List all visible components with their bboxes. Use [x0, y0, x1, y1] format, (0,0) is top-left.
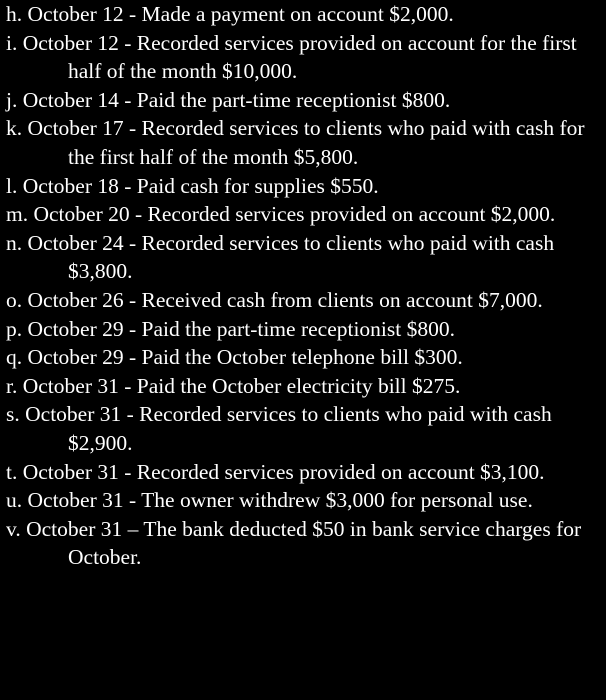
- item-text: October 31 - Recorded services provided on account $3,100.: [22, 459, 545, 484]
- item-text: October 17 - Recorded services to clients who paid with cash for the first half of the month $5,800.: [27, 116, 585, 169]
- item-text: October 14 - Paid the part-time receptionist $800.: [22, 87, 451, 112]
- item-letter: l.: [6, 173, 18, 198]
- item-letter: p.: [6, 316, 23, 341]
- item-text: October 20 - Recorded services provided on account $2,000.: [33, 202, 556, 227]
- transaction-item-j: [0, 86, 598, 115]
- item-text: October 31 - Paid the October electricity bill $275.: [22, 373, 461, 398]
- item-text: October 31 - Recorded services to clients who paid with cash $2,900.: [25, 402, 552, 455]
- item-text: October 29 - Paid the October telephone bill $300.: [27, 345, 463, 370]
- transaction-item-n: [0, 229, 598, 286]
- transaction-item-u: [0, 486, 598, 515]
- item-text: October 31 - The owner withdrew $3,000 for personal use.: [27, 488, 533, 513]
- item-letter: n.: [6, 230, 23, 255]
- item-letter: m.: [6, 202, 29, 227]
- item-letter: u.: [6, 488, 23, 513]
- transaction-item-k: [0, 114, 598, 171]
- item-text: October 26 - Received cash from clients on account $7,000.: [27, 287, 543, 312]
- item-text: October 24 - Recorded services to clients who paid with cash $3,800.: [27, 230, 555, 284]
- transaction-item-r: [0, 372, 598, 401]
- item-text: October 29 - Paid the part-time receptionist $800.: [27, 316, 455, 341]
- item-letter: o.: [6, 287, 23, 312]
- transaction-item-h: [0, 0, 598, 29]
- transaction-item-m: [0, 200, 598, 229]
- item-text: October 18 - Paid cash for supplies $550.: [22, 173, 379, 198]
- item-letter: q.: [6, 345, 23, 370]
- transaction-item-i: [0, 29, 598, 86]
- transaction-item-t: [0, 458, 598, 487]
- transaction-item-v: [0, 515, 598, 572]
- item-letter: v.: [6, 516, 21, 541]
- transaction-item-s: [0, 400, 598, 457]
- transaction-item-q: [0, 343, 598, 372]
- item-letter: k.: [6, 116, 23, 141]
- item-letter: j.: [6, 87, 18, 112]
- item-text: October 31 – The bank deducted $50 in bank service charges for October.: [26, 516, 582, 570]
- item-letter: r.: [6, 373, 18, 398]
- item-letter: t.: [6, 459, 18, 484]
- transaction-item-p: [0, 315, 598, 344]
- transaction-item-o: [0, 286, 598, 315]
- transaction-item-l: [0, 172, 598, 201]
- item-letter: s.: [6, 402, 20, 427]
- item-letter: i.: [6, 30, 18, 55]
- item-letter: h.: [6, 2, 23, 26]
- item-text: October 12 - Made a payment on account $2,000.: [27, 2, 454, 26]
- item-text: October 12 - Recorded services provided on account for the first half of the month $10,000.: [22, 30, 577, 84]
